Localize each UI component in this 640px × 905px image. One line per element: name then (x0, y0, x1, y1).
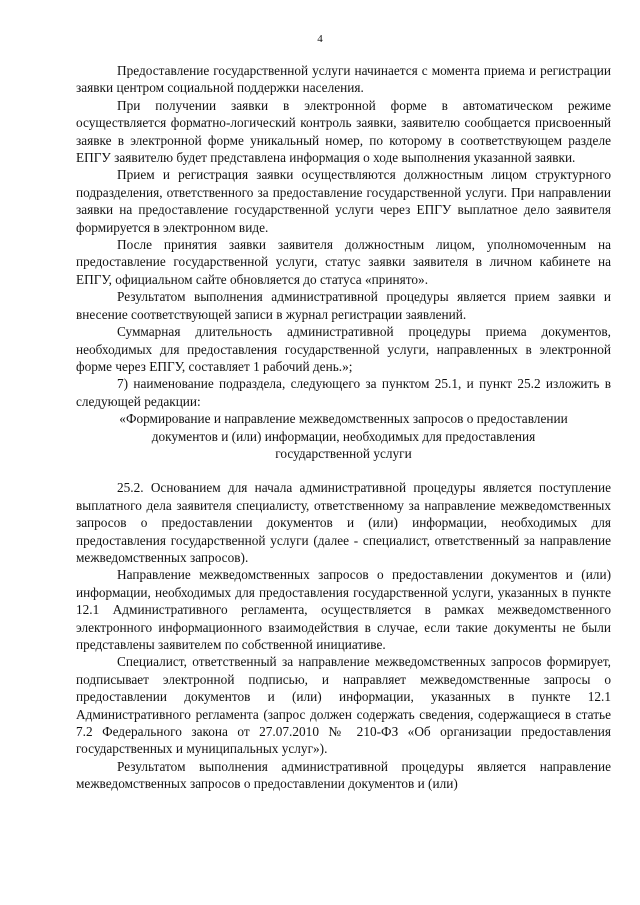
page-number: 4 (317, 33, 323, 45)
subsection-heading: «Формирование и направление межведомственных запросов о предоставлении документов и (или) информации, необходимых для предоставления государственной услуги (119, 411, 568, 461)
paragraph: Направление межведомственных запросов о предоставлении документов и (или) информации, необходимых для предоставления государственной услуги, указанных в пункте 12.1 Административного регламента, осуществляется в рамках межведомственного электронного информационного взаимодействия в случае, если такие документы не были представлены заявителем по собственной инициативе. (76, 567, 611, 652)
paragraph: Результатом выполнения административной процедуры является направление межведомственных запросов о предоставлении документов и (или) (76, 758, 611, 792)
paragraph: 25.2. Основанием для начала административной процедуры является поступление выплатного дела заявителя специалисту, ответственному за направление межведомственных запросов о предоставлении документов и (или) информации, необходимых для предоставления государственной услуги (далее - специалист, ответственный за направление межведомственных запросов). (76, 480, 611, 565)
paragraph: 7) наименование подраздела, следующего за пунктом 25.1, и пункт 25.2 изложить в следующей редакции: (76, 376, 611, 409)
paragraph: Суммарная длительность административной процедуры приема документов, необходимых для предоставления государственной услуги, направленных в электронной форме через ЕПГУ, составляет 1 рабочий день.»; (76, 324, 611, 374)
paragraph: При получении заявки в электронной форме в автоматическом режиме осуществляется форматно-логический контроль заявки, заявителю сообщается присвоенный заявке в электронной форме уникальный номер, по которому в соответствующем разделе ЕПГУ заявителю будет представлена информация о ходе выполнения указанной заявки. (76, 97, 611, 166)
paragraph: Результатом выполнения административной процедуры является прием заявки и внесение соответствующей записи в журнал регистрации заявлений. (76, 289, 611, 322)
paragraph: После принятия заявки заявителя должностным лицом, уполномоченным на предоставление государственной услуги, статус заявки заявителя в личном кабинете на ЕПГУ, официальном сайте обновляется до статуса «принято». (76, 237, 611, 287)
paragraph: Предоставление государственной услуги начинается с момента приема и регистрации заявки центром социальной поддержки населения. (76, 63, 611, 96)
paragraph: Специалист, ответственный за направление межведомственных запросов формирует, подписывает электронной подписью, и направляет межведомственные запросы о предоставлении документов и (или) информации, указанных в пункте 12.1 Административного регламента (запрос должен содержать сведения, содержащиеся в статье 7.2 Федерального закона от 27.07.2010 № 210-ФЗ «Об организации предоставления государственных и муниципальных услуг»). (76, 654, 611, 757)
paragraph: Прием и регистрация заявки осуществляются должностным лицом структурного подразделения, ответственного за предоставление государственной услуги. При направлении заявки на предоставление государственной услуги через ЕПГУ выплатное дело заявителя формируется в электронном виде. (76, 167, 611, 235)
document-body (76, 62, 611, 793)
